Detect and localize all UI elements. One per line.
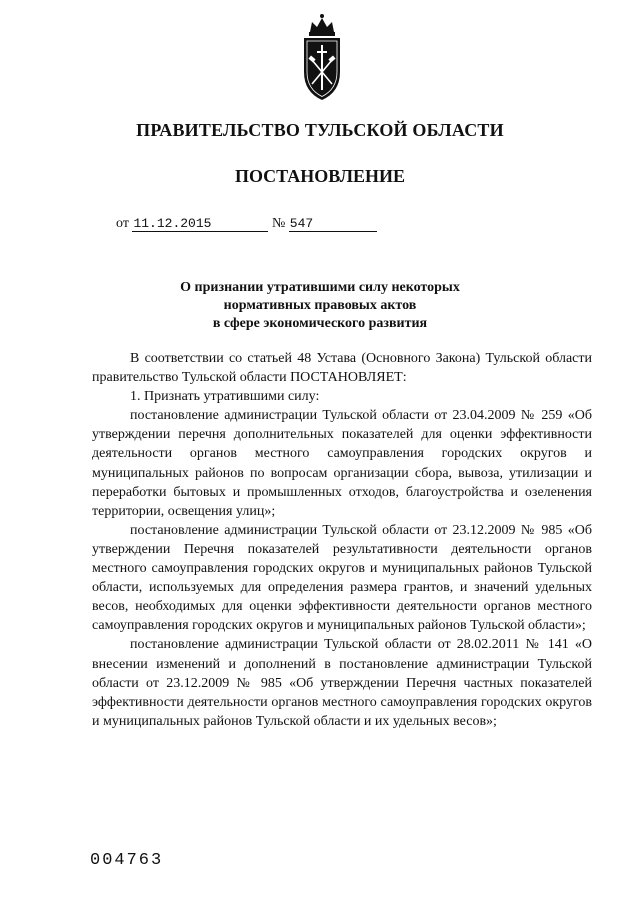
body-paragraph: 1. Признать утратившими силу: (130, 389, 320, 405)
number-prefix: № (271, 216, 286, 231)
body-paragraph: постановление администрации Тульской области от 23.04.2009 № 259 «Об утверждении перечня дополнительных показателей для оценки эффективности деятельности органов местного самоуправления городских округов и муниципальных районов по вопросам организации сбора, вывоза, утилизации и переработки бытовых и промышленных отходов, благоустройства и озеленения территории, освещения улиц»; (92, 408, 592, 519)
document-date: 11.12.2015 (132, 216, 268, 232)
government-title: ПРАВИТЕЛЬСТВО ТУЛЬСКОЙ ОБЛАСТИ (136, 120, 504, 140)
date-prefix: от (116, 216, 129, 231)
body-paragraph: постановление администрации Тульской области от 23.12.2009 № 985 «Об утверждении Перечня показателей результативности деятельности органов местного самоуправления городских округов и муниципальных районов Тульской области, используемых для определения размера грантов, и значений удельных весов, необходимых для оценки эффективности деятельности органов местного самоуправления городских округов и муниципальных районов Тульской области»; (92, 522, 592, 634)
document-serial-number: 004763 (90, 851, 164, 870)
document-meta (116, 216, 377, 232)
body-paragraph: постановление администрации Тульской области от 28.02.2011 № 141 «О внесении изменений и дополнений в постановление администрации Тульской области от 23.12.2009 № 985 «Об утверждении Перечня частных показателей эффективности деятельности органов местного самоуправления городских округов и муниципальных районов Тульской области и их удельных весов»; (92, 637, 592, 729)
subject-line: нормативных правовых актов (223, 298, 417, 313)
subject-line: О признании утратившими силу некоторых (180, 280, 460, 295)
document-subject (140, 279, 500, 333)
document-number: 547 (289, 216, 377, 232)
document-body (92, 349, 592, 736)
subject-line: в сфере экономического развития (212, 316, 428, 331)
tula-coat-of-arms-icon (296, 12, 348, 104)
document-type: ПОСТАНОВЛЕНИЕ (234, 166, 406, 186)
body-paragraph: В соответствии со статьей 48 Устава (Основного Закона) Тульской области правительство Тульской области ПОСТАНОВЛЯЕТ: (92, 351, 592, 386)
